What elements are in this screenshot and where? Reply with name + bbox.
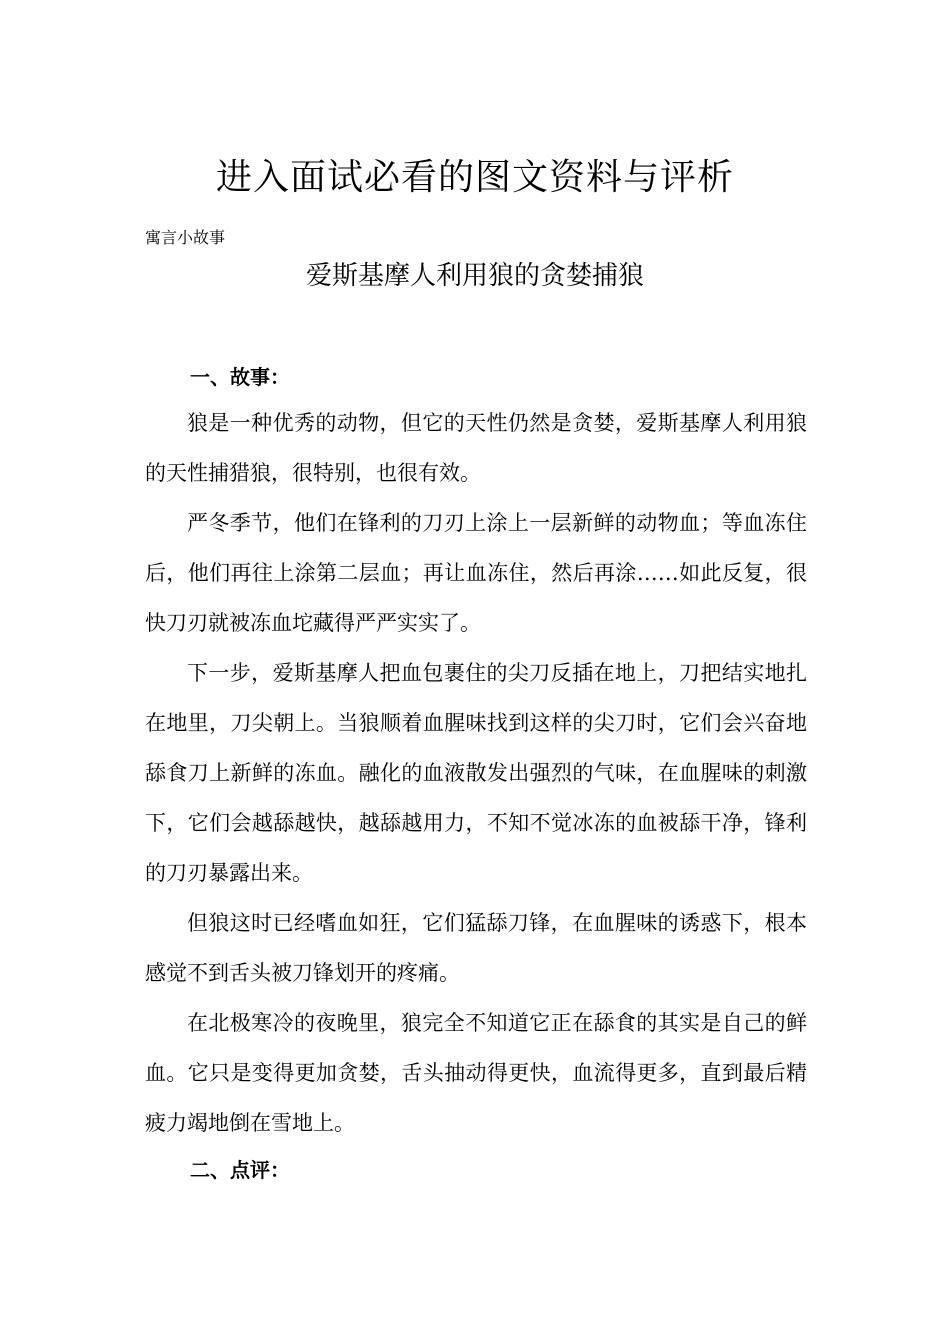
section-heading-comment: 二、点评： [190, 1158, 290, 1182]
paragraph: 但狼这时已经嗜血如狂，它们猛舔刀锋，在血腥味的诱惑下，根本感觉不到舌头被刀锋划开的疼痛。 [145, 911, 807, 985]
paragraph: 严冬季节，他们在锋利的刀刃上涂上一层新鲜的动物血；等血冻住后，他们再往上涂第二层血；再让血冻住，然后再涂……如此反复，很快刀刃就被冻血坨藏得严严实实了。 [145, 511, 807, 635]
category-label: 寓言小故事 [145, 228, 226, 247]
section-heading-story: 一、故事： [190, 365, 290, 389]
paragraph: 在北极寒冷的夜晚里，狼完全不知道它正在舔食的其实是自己的鲜血。它只是变得更加贪婪，舌头抽动得更快，血流得更多，直到最后精疲力竭地倒在雪地上。 [145, 1011, 807, 1135]
paragraph: 狼是一种优秀的动物，但它的天性仍然是贪婪，爱斯基摩人利用狼的天性捕猎狼，很特别，也很有效。 [145, 411, 807, 485]
paragraph: 下一步，爱斯基摩人把血包裹住的尖刀反插在地上，刀把结实地扎在地里，刀尖朝上。当狼顺着血腥味找到这样的尖刀时，它们会兴奋地舔食刀上新鲜的冻血。融化的血液散发出强烈的气味，在血腥味的刺激下，它们会越舔越快，越舔越用力，不知不觉冰冻的血被舔干净，锋利的刀刃暴露出来。 [145, 661, 807, 885]
story-body [145, 398, 807, 1148]
story-title: 爱斯基摩人利用狼的贪婪捕狼 [305, 261, 644, 291]
document-title: 进入面试必看的图文资料与评析 [215, 157, 734, 198]
